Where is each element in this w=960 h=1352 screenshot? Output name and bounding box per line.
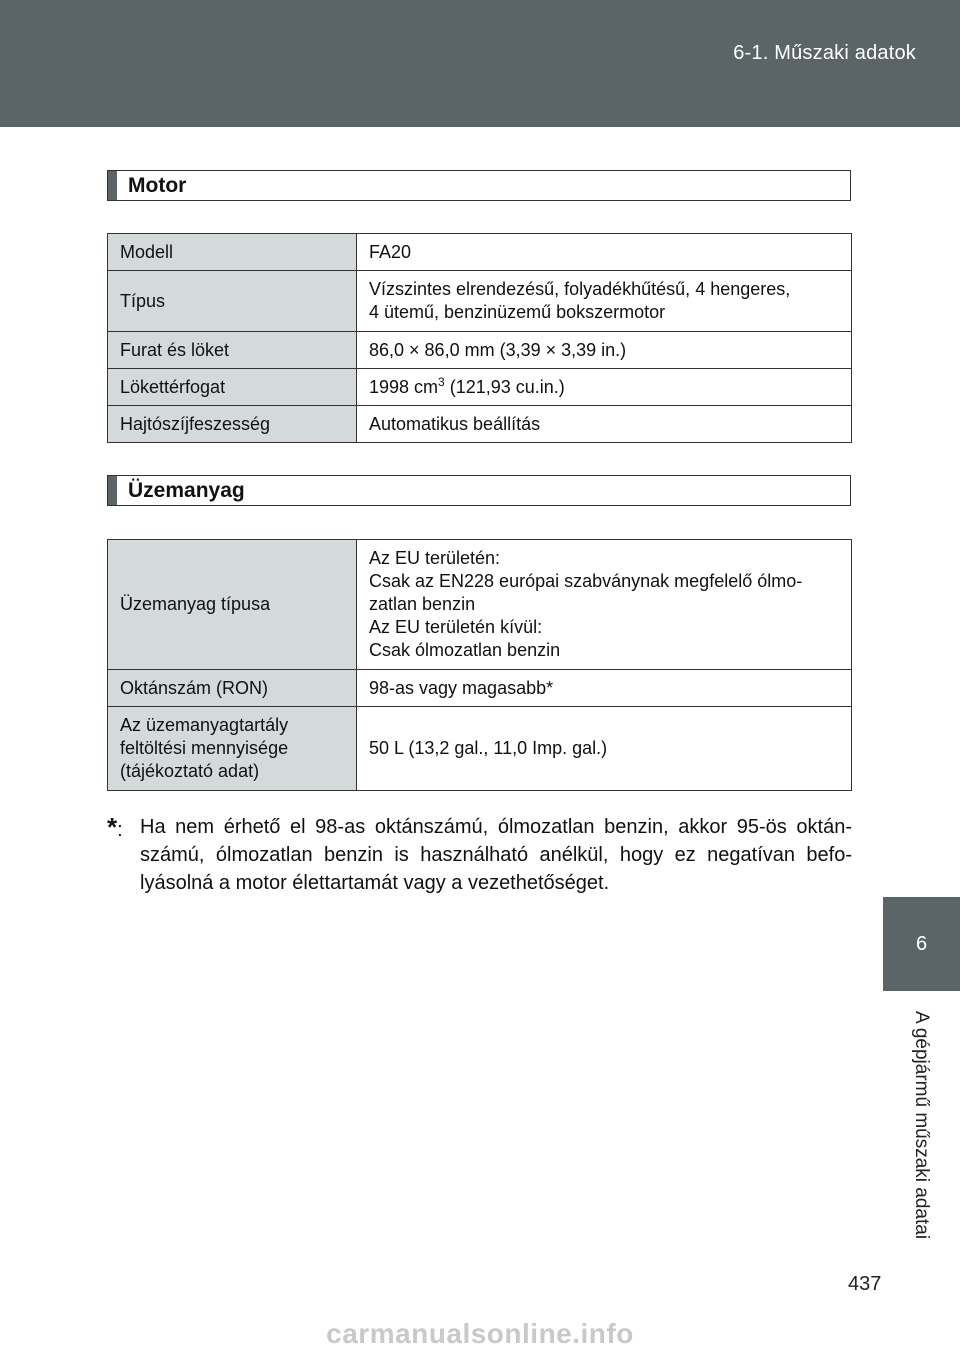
spec-key: Modell <box>108 234 357 271</box>
spec-value-line: Csak az EN228 európai szabványnak megfelelő ólmo- <box>369 571 803 591</box>
table-row <box>108 406 852 443</box>
table-row <box>108 234 852 271</box>
chapter-title: 6-1. Műszaki adatok <box>733 42 916 64</box>
page-header <box>0 0 960 127</box>
spec-key: Hajtószíjfeszesség <box>108 406 357 443</box>
motor-spec-table <box>107 233 852 443</box>
spec-key-line: (tájékoztató adat) <box>120 761 260 781</box>
spec-key: Üzemanyag típusa <box>108 540 357 670</box>
heading-bar <box>108 476 117 505</box>
table-row <box>108 271 852 332</box>
chapter-tab <box>883 897 960 991</box>
spec-value-main: 1998 cm <box>369 376 439 397</box>
table-row <box>108 332 852 369</box>
spec-key: Lökettérfogat <box>108 369 357 406</box>
spec-value: 50 L (13,2 gal., 11,0 Imp. gal.) <box>357 707 852 791</box>
chapter-side-text: A gépjármű műszaki adatai <box>911 1010 933 1240</box>
spec-value: 86,0 × 86,0 mm (3,39 × 3,39 in.) <box>357 332 852 369</box>
table-row <box>108 707 852 791</box>
spec-value-line: zatlan benzin <box>369 594 476 614</box>
spec-value-line: Csak ólmozatlan benzin <box>369 640 561 660</box>
spec-key-line: Az üzemanyagtartály <box>120 715 289 735</box>
spec-key-line: feltöltési mennyisége <box>120 738 289 758</box>
spec-value <box>357 540 852 670</box>
section-heading-motor <box>107 170 851 201</box>
footnote-marker: *: <box>107 812 123 842</box>
spec-key: Típus <box>108 271 357 332</box>
table-row <box>108 670 852 707</box>
page-number: 437 <box>848 1273 882 1295</box>
table-row <box>108 540 852 670</box>
spec-value-line: Az EU területén kívül: <box>369 617 543 637</box>
spec-value: FA20 <box>357 234 852 271</box>
spec-value-rest: (121,93 cu.in.) <box>444 376 565 397</box>
fuel-spec-table <box>107 539 852 791</box>
section-heading-fuel <box>107 475 851 506</box>
table-row <box>108 369 852 406</box>
footnote <box>107 813 852 897</box>
spec-value-line: Az EU területén: <box>369 548 501 568</box>
footnote-text: Ha nem érhető el 98-as oktánszámú, ólmozatlan benzin, akkor 95-ös oktán-számú, ólmozatlan benzin is használható anélkül, hogy ez negatívan befo-lyásolná a motor élettartamát vagy a vezethetőséget. <box>140 816 852 894</box>
section-title-fuel: Üzemanyag <box>128 479 245 502</box>
section-title-motor: Motor <box>128 174 187 197</box>
spec-value-line: Vízszintes elrendezésű, folyadékhűtésű, 4 hengeres, <box>369 279 791 299</box>
watermark: carmanualsonline.info <box>326 1318 634 1349</box>
chapter-number: 6 <box>915 932 928 955</box>
spec-value: Automatikus beállítás <box>357 406 852 443</box>
spec-key: Furat és löket <box>108 332 357 369</box>
spec-value: 98-as vagy magasabb* <box>357 670 852 707</box>
chapter-side-label <box>883 1000 960 1250</box>
spec-value-line: 4 ütemű, benzinüzemű bokszermotor <box>369 302 666 322</box>
spec-key: Oktánszám (RON) <box>108 670 357 707</box>
spec-value <box>357 271 852 332</box>
superscript: 3 <box>438 374 445 389</box>
spec-value <box>357 369 852 406</box>
heading-bar <box>108 171 117 200</box>
spec-key <box>108 707 357 791</box>
